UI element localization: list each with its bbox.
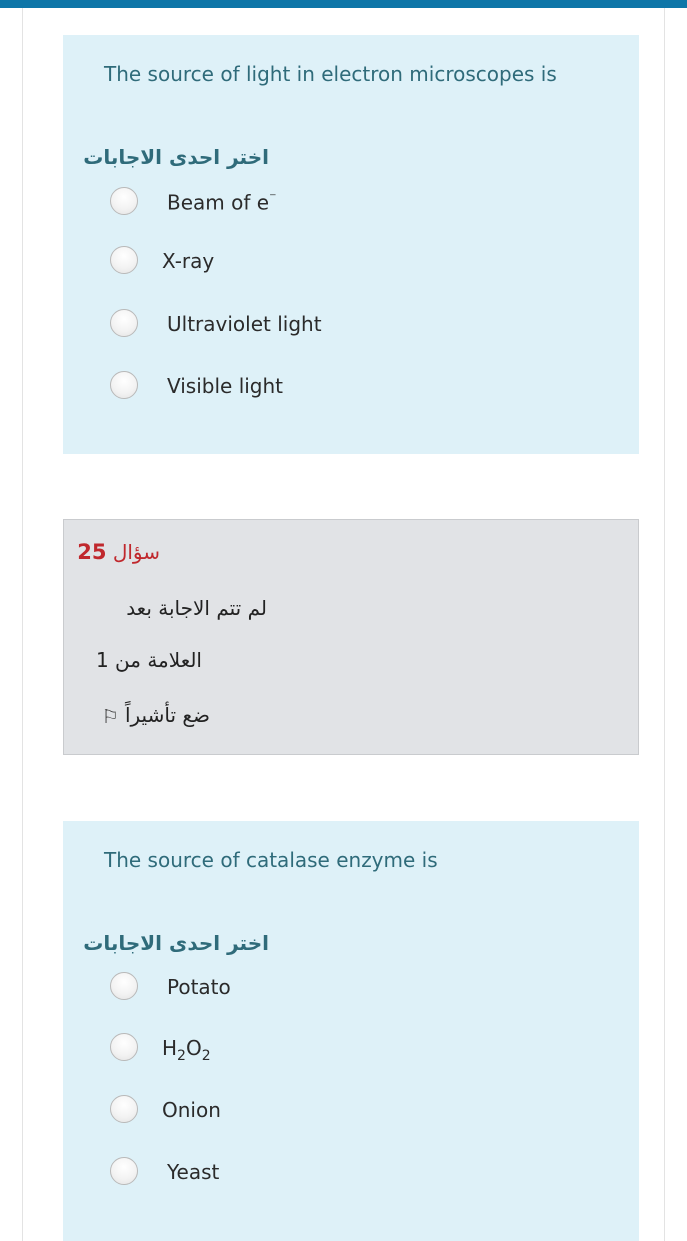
answer-label[interactable]: X-ray (162, 249, 215, 273)
answer-label[interactable]: Ultraviolet light (167, 312, 322, 336)
answer-label[interactable]: $H_2O_2$ (162, 1036, 211, 1064)
radio-button[interactable] (110, 1095, 138, 1123)
answer-option-x-ray[interactable] (110, 246, 510, 276)
question-mark: العلامة من 1 (95, 648, 202, 672)
answer-option-onion[interactable] (110, 1095, 510, 1125)
question-number: سؤال 25 (77, 540, 160, 564)
answer-status: لم تتم الاجابة بعد (126, 596, 267, 620)
answer-option-yeast[interactable] (110, 1157, 510, 1187)
answer-label[interactable]: Visible light (167, 374, 284, 398)
radio-button[interactable] (110, 972, 138, 1000)
answer-option-visible-light[interactable] (110, 371, 510, 401)
answer-option-ultraviolet-light[interactable] (110, 309, 510, 339)
answer-option-beam-of-electrons[interactable] (110, 187, 510, 217)
flag-icon[interactable]: ⚐ (101, 705, 119, 728)
flag-question-link[interactable]: ضع تأشيراً ⚐ (101, 703, 210, 728)
question-card-1 (63, 35, 639, 454)
question-card-2 (63, 821, 639, 1241)
answer-option-h2o2[interactable] (110, 1033, 510, 1063)
top-bar (0, 0, 687, 8)
answer-label[interactable]: Beam of e⁻ (167, 190, 277, 215)
answer-option-potato[interactable] (110, 972, 510, 1002)
radio-button[interactable] (110, 371, 138, 399)
answer-label[interactable]: Yeast (167, 1160, 220, 1184)
radio-button[interactable] (110, 1033, 138, 1061)
answer-label[interactable]: Potato (167, 975, 231, 999)
answer-prompt: اختر احدى الاجابات (83, 931, 269, 955)
question-info-panel (63, 519, 639, 755)
radio-button[interactable] (110, 309, 138, 337)
radio-button[interactable] (110, 246, 138, 274)
question-text: The source of catalase enzyme is (104, 848, 438, 872)
question-text: The source of light in electron microscopes is (104, 62, 557, 86)
radio-button[interactable] (110, 1157, 138, 1185)
answer-label[interactable]: Onion (162, 1098, 221, 1122)
answer-prompt: اختر احدى الاجابات (83, 145, 269, 169)
radio-button[interactable] (110, 187, 138, 215)
